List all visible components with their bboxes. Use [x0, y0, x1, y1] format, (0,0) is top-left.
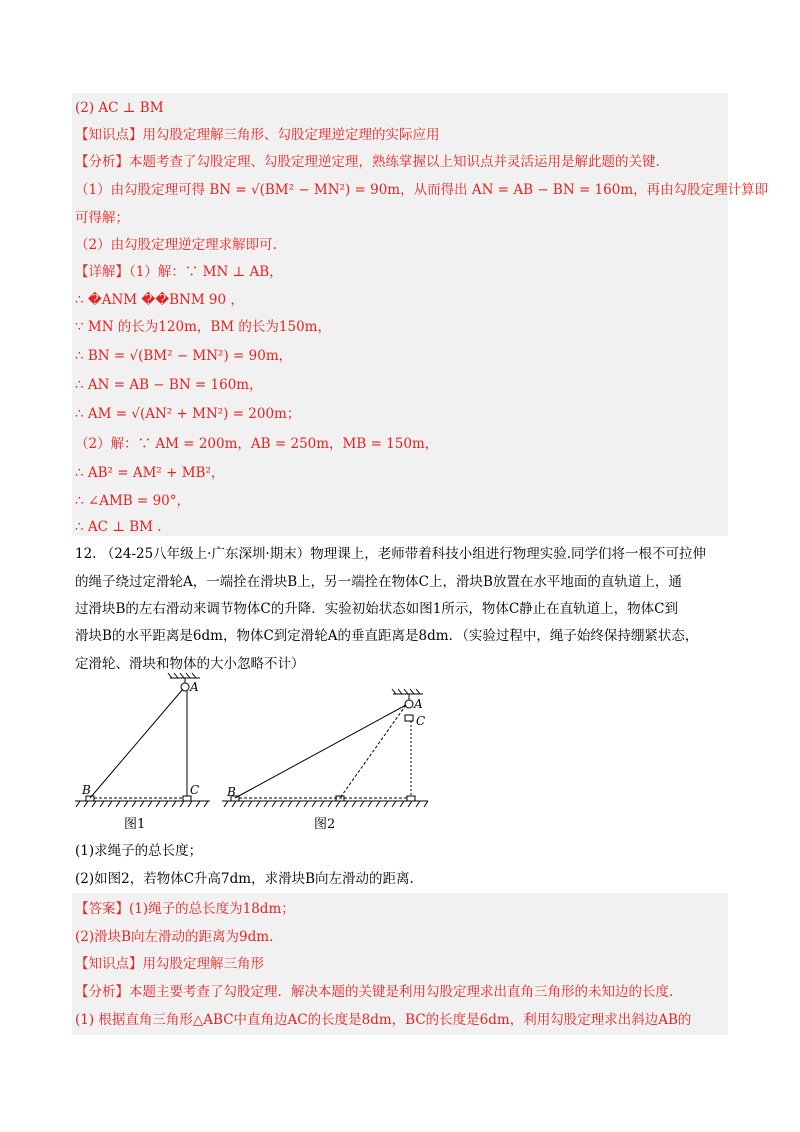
text-line: 【知识点】用勾股定理解三角形、勾股定理逆定理的实际应用	[75, 127, 440, 143]
figure-2-caption: 图2	[314, 817, 336, 832]
question-line: 定滑轮、滑块和物体的大小忽略不计）	[75, 656, 305, 672]
question-line: 的绳子绕过定滑轮A，一端拴在滑块B上，另一端拴在物体C上，滑块B放置在水平地面的直轨道上，通	[75, 574, 682, 590]
text-line: 【详解】（1）解：∵ MN ⊥ AB，	[75, 264, 283, 280]
text-line: ∴ AM = √(AN² + MN²) = 200m；	[75, 406, 301, 422]
text-line: （2）由勾股定理逆定理求解即可.	[75, 237, 277, 253]
label-C-fig2: C	[416, 714, 426, 728]
label-A-fig2: A	[414, 697, 423, 711]
text-line: ∴ BN = √(BM² − MN²) = 90m，	[75, 348, 293, 364]
text-line: ∴ AN = AB − BN = 160m，	[75, 377, 263, 393]
question-line: 12. （24-25八年级上·广东深圳·期末）物理课上，老师带着科技小组进行物理实验.同学们将一根不可拉伸	[75, 546, 707, 562]
question-line: 过滑块B的左右滑动来调节物体C的升降．实验初始状态如图1所示，物体C静止在直轨道上，物体C到	[75, 601, 678, 617]
analysis-line: 【分析】本题主要考查了勾股定理．解决本题的关键是利用勾股定理求出直角三角形的未知边的长度.	[75, 984, 674, 1000]
text-line: ∵ MN 的长为120m，BM 的长为150m，	[75, 319, 331, 335]
label-A-fig1: A	[190, 680, 199, 694]
text-line: ∴ AB² = AM² + MB²，	[75, 465, 225, 481]
label-B-fig2: B	[227, 785, 236, 799]
analysis-line: (1) 根据直角三角形△ABC中直角边AC的长度是8dm，BC的长度是6dm，利用勾股定理求出斜边AB的	[75, 1012, 692, 1028]
knowledge-line: 【知识点】用勾股定理解三角形	[75, 956, 264, 972]
answer-line: (2)滑块B向左滑动的距离为9dm.	[75, 929, 274, 945]
figure-2	[222, 689, 428, 807]
text-line: （2）解：∵ AM = 200m，AB = 250m，MB = 150m，	[75, 436, 439, 452]
subquestion-line: (1)求绳子的总长度；	[75, 843, 203, 859]
figure-diagrams	[0, 670, 800, 830]
answer-line: 【答案】(1)绳子的总长度为18dm；	[75, 901, 295, 917]
text-line: 【分析】本题考查了勾股定理、勾股定理逆定理，熟练掌握以上知识点并灵活运用是解此题的关键.	[75, 154, 660, 170]
text-line: （1）由勾股定理可得 BN = √(BM² − MN²) = 90m，从而得出 AN = AB − BN = 160m，再由勾股定理计算即	[75, 182, 769, 198]
text-line: 可得解；	[75, 210, 129, 226]
text-line: ∴ ∠AMB = 90°，	[75, 493, 191, 509]
subquestion-line: (2)如图2，若物体C升高7dm，求滑块B向左滑动的距离.	[75, 871, 414, 887]
text-line: ∴ �ANM ��BNM 90 ，	[75, 292, 244, 308]
text-line: (2) AC ⊥ BM	[75, 100, 164, 116]
label-C-fig1: C	[190, 783, 200, 797]
question-line: 滑块B的水平距离是6dm，物体C到定滑轮A的垂直距离是8dm．（实验过程中，绳子始终保持绷紧状态，	[75, 628, 699, 644]
text-line: ∴ AC ⊥ BM .	[75, 519, 162, 535]
figure-1-caption: 图1	[124, 817, 146, 832]
label-B-fig1: B	[82, 783, 91, 797]
